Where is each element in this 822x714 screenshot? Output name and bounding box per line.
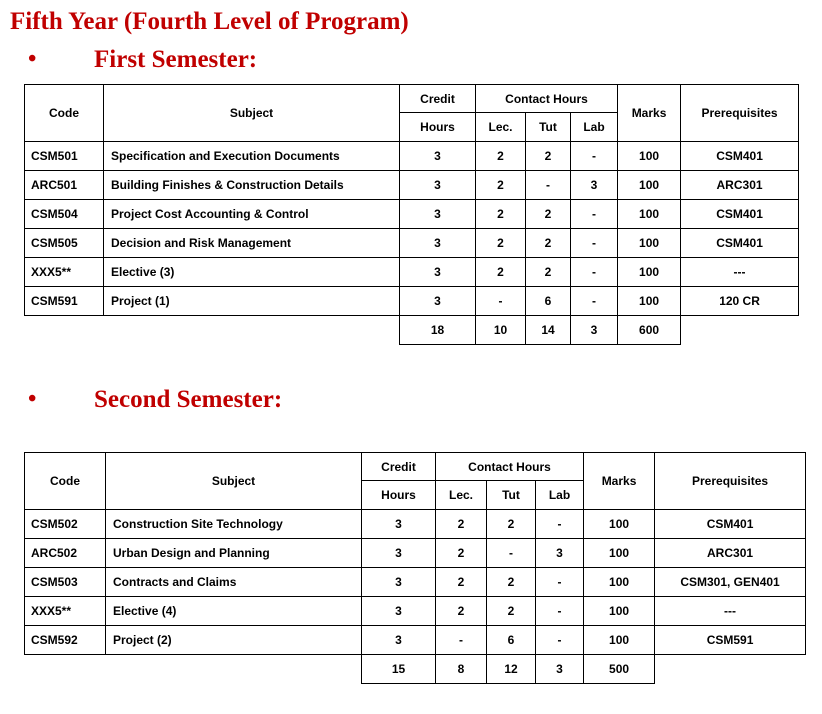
course-lab: - (536, 626, 584, 655)
header-subject: Subject (106, 453, 362, 510)
total-lab: 3 (536, 655, 584, 684)
course-lab: - (571, 258, 618, 287)
table-header-row (25, 85, 799, 113)
course-tut: 2 (526, 258, 571, 287)
header-contact-hours: Contact Hours (436, 453, 584, 481)
course-lec: - (436, 626, 487, 655)
course-tut: - (487, 539, 536, 568)
header-tut: Tut (487, 481, 536, 510)
course-credit: 3 (362, 626, 436, 655)
header-lab: Lab (536, 481, 584, 510)
total-credit: 18 (400, 316, 476, 345)
table-row (25, 568, 806, 597)
course-code: ARC502 (25, 539, 106, 568)
course-lec: 2 (436, 539, 487, 568)
table-row (25, 258, 799, 287)
course-subject: Decision and Risk Management (104, 229, 400, 258)
course-lab: - (571, 142, 618, 171)
course-marks: 100 (618, 142, 681, 171)
course-tut: 6 (526, 287, 571, 316)
course-tut: 6 (487, 626, 536, 655)
totals-row (25, 316, 799, 345)
course-tut: - (526, 171, 571, 200)
course-lec: 2 (476, 200, 526, 229)
first-semester-heading: First Semester: (94, 46, 258, 73)
course-marks: 100 (618, 287, 681, 316)
bullet-icon: • (28, 46, 37, 72)
course-prerequisites: --- (681, 258, 799, 287)
totals-row (25, 655, 806, 684)
course-tut: 2 (487, 510, 536, 539)
total-lec: 10 (476, 316, 526, 345)
header-prerequisites: Prerequisites (655, 453, 806, 510)
course-credit: 3 (400, 171, 476, 200)
course-credit: 3 (400, 142, 476, 171)
course-lec: 2 (436, 568, 487, 597)
course-lec: - (476, 287, 526, 316)
course-marks: 100 (584, 597, 655, 626)
course-prerequisites: ARC301 (655, 539, 806, 568)
total-marks: 500 (584, 655, 655, 684)
course-credit: 3 (400, 258, 476, 287)
header-lec: Lec. (436, 481, 487, 510)
header-tut: Tut (526, 113, 571, 142)
course-subject: Contracts and Claims (106, 568, 362, 597)
course-lab: - (536, 568, 584, 597)
table-row (25, 510, 806, 539)
header-marks: Marks (584, 453, 655, 510)
course-marks: 100 (618, 229, 681, 258)
course-lab: - (571, 287, 618, 316)
header-subject: Subject (104, 85, 400, 142)
course-prerequisites: CSM591 (655, 626, 806, 655)
course-credit: 3 (400, 200, 476, 229)
bullet-icon: • (28, 386, 37, 412)
course-subject: Urban Design and Planning (106, 539, 362, 568)
course-prerequisites: ARC301 (681, 171, 799, 200)
table-row (25, 539, 806, 568)
total-tut: 12 (487, 655, 536, 684)
course-credit: 3 (400, 229, 476, 258)
course-code: CSM501 (25, 142, 104, 171)
header-contact-hours: Contact Hours (476, 85, 618, 113)
course-code: CSM592 (25, 626, 106, 655)
course-lab: - (536, 597, 584, 626)
header-lab: Lab (571, 113, 618, 142)
course-lec: 2 (436, 597, 487, 626)
header-hours: Hours (400, 113, 476, 142)
course-code: CSM504 (25, 200, 104, 229)
course-subject: Project Cost Accounting & Control (104, 200, 400, 229)
table-row (25, 626, 806, 655)
course-prerequisites: CSM401 (681, 142, 799, 171)
course-subject: Project (1) (104, 287, 400, 316)
course-prerequisites: CSM301, GEN401 (655, 568, 806, 597)
course-tut: 2 (487, 597, 536, 626)
table-header-row (25, 453, 806, 481)
header-credit: Credit (400, 85, 476, 113)
course-lec: 2 (436, 510, 487, 539)
course-prerequisites: --- (655, 597, 806, 626)
header-code: Code (25, 453, 106, 510)
total-tut: 14 (526, 316, 571, 345)
table-row (25, 287, 799, 316)
course-lec: 2 (476, 171, 526, 200)
course-tut: 2 (487, 568, 536, 597)
course-subject: Elective (4) (106, 597, 362, 626)
course-credit: 3 (362, 539, 436, 568)
table-row (25, 229, 799, 258)
header-marks: Marks (618, 85, 681, 142)
course-credit: 3 (362, 597, 436, 626)
second-semester-heading: Second Semester: (94, 386, 283, 413)
course-code: CSM505 (25, 229, 104, 258)
first-semester-table (24, 84, 799, 345)
course-lab: - (536, 510, 584, 539)
course-lab: - (571, 200, 618, 229)
course-lab: 3 (536, 539, 584, 568)
total-lec: 8 (436, 655, 487, 684)
header-hours: Hours (362, 481, 436, 510)
header-code: Code (25, 85, 104, 142)
course-lab: 3 (571, 171, 618, 200)
course-code: ARC501 (25, 171, 104, 200)
course-lab: - (571, 229, 618, 258)
table-row (25, 171, 799, 200)
course-credit: 3 (362, 510, 436, 539)
course-lec: 2 (476, 229, 526, 258)
total-marks: 600 (618, 316, 681, 345)
header-prerequisites: Prerequisites (681, 85, 799, 142)
course-subject: Project (2) (106, 626, 362, 655)
total-credit: 15 (362, 655, 436, 684)
course-credit: 3 (362, 568, 436, 597)
course-marks: 100 (618, 258, 681, 287)
course-prerequisites: CSM401 (681, 229, 799, 258)
course-lec: 2 (476, 258, 526, 287)
course-code: CSM502 (25, 510, 106, 539)
course-tut: 2 (526, 142, 571, 171)
second-semester-table (24, 452, 806, 684)
table-row (25, 597, 806, 626)
course-marks: 100 (618, 200, 681, 229)
course-code: CSM591 (25, 287, 104, 316)
course-marks: 100 (584, 626, 655, 655)
course-credit: 3 (400, 287, 476, 316)
course-tut: 2 (526, 229, 571, 258)
total-lab: 3 (571, 316, 618, 345)
course-code: XXX5** (25, 597, 106, 626)
table-row (25, 142, 799, 171)
header-lec: Lec. (476, 113, 526, 142)
course-marks: 100 (584, 568, 655, 597)
course-prerequisites: 120 CR (681, 287, 799, 316)
course-code: XXX5** (25, 258, 104, 287)
course-subject: Building Finishes & Construction Details (104, 171, 400, 200)
course-subject: Construction Site Technology (106, 510, 362, 539)
header-credit: Credit (362, 453, 436, 481)
course-subject: Specification and Execution Documents (104, 142, 400, 171)
course-prerequisites: CSM401 (681, 200, 799, 229)
course-code: CSM503 (25, 568, 106, 597)
course-lec: 2 (476, 142, 526, 171)
course-tut: 2 (526, 200, 571, 229)
course-prerequisites: CSM401 (655, 510, 806, 539)
page-title: Fifth Year (Fourth Level of Program) (10, 8, 409, 35)
course-marks: 100 (618, 171, 681, 200)
course-marks: 100 (584, 539, 655, 568)
table-row (25, 200, 799, 229)
course-subject: Elective (3) (104, 258, 400, 287)
course-marks: 100 (584, 510, 655, 539)
